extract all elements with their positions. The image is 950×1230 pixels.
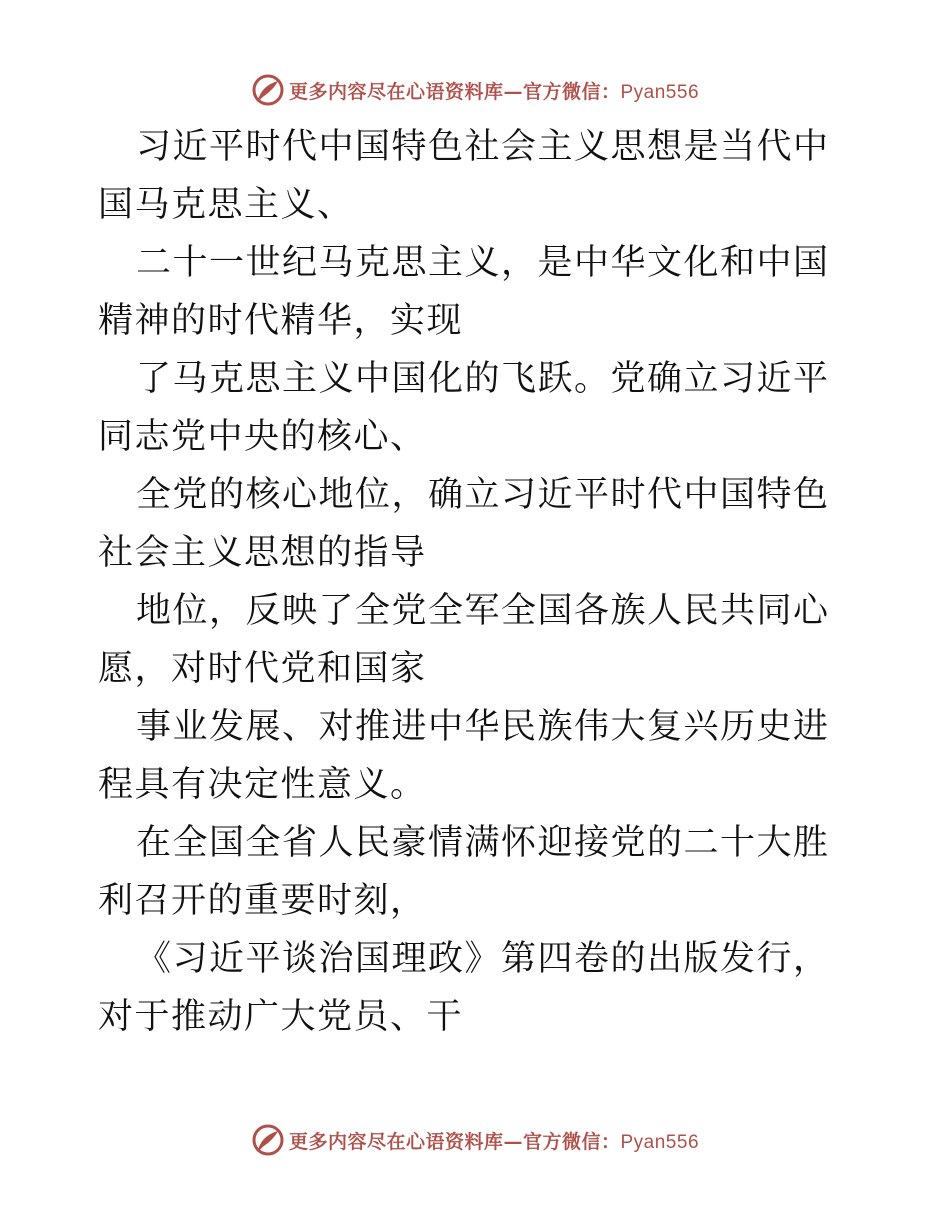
paragraph: 习近平时代中国特色社会主义思想是当代中国马克思主义、 <box>98 127 830 225</box>
footer-watermark <box>0 1120 950 1160</box>
pen-logo-icon <box>251 1123 285 1157</box>
watermark-text: 更多内容尽在心语资料库—官方微信： <box>288 80 621 103</box>
document-body <box>98 118 858 1046</box>
paragraph: 二十一世纪马克思主义，是中华文化和中国精神的时代精华，实现 <box>98 243 830 341</box>
header-watermark <box>0 70 950 110</box>
watermark-label <box>289 1127 699 1154</box>
paragraph: 地位，反映了全党全军全国各族人民共同心愿，对时代党和国家 <box>98 591 830 689</box>
watermark-label <box>289 77 699 104</box>
watermark-wechat-id: Pyan556 <box>620 1131 700 1153</box>
paragraph: 全党的核心地位，确立习近平时代中国特色社会主义思想的指导 <box>98 475 830 573</box>
watermark-wechat-id: Pyan556 <box>620 81 700 103</box>
paragraph: 了马克思主义中国化的飞跃。党确立习近平同志党中央的核心、 <box>98 359 830 457</box>
paragraph: 《习近平谈治国理政》第四卷的出版发行，对于推动广大党员、干 <box>98 939 830 1037</box>
paragraph: 事业发展、对推进中华民族伟大复兴历史进程具有决定性意义。 <box>98 707 830 805</box>
paragraph: 在全国全省人民豪情满怀迎接党的二十大胜利召开的重要时刻， <box>98 823 830 921</box>
watermark-text: 更多内容尽在心语资料库—官方微信： <box>288 1130 621 1153</box>
pen-logo-icon <box>251 73 285 107</box>
